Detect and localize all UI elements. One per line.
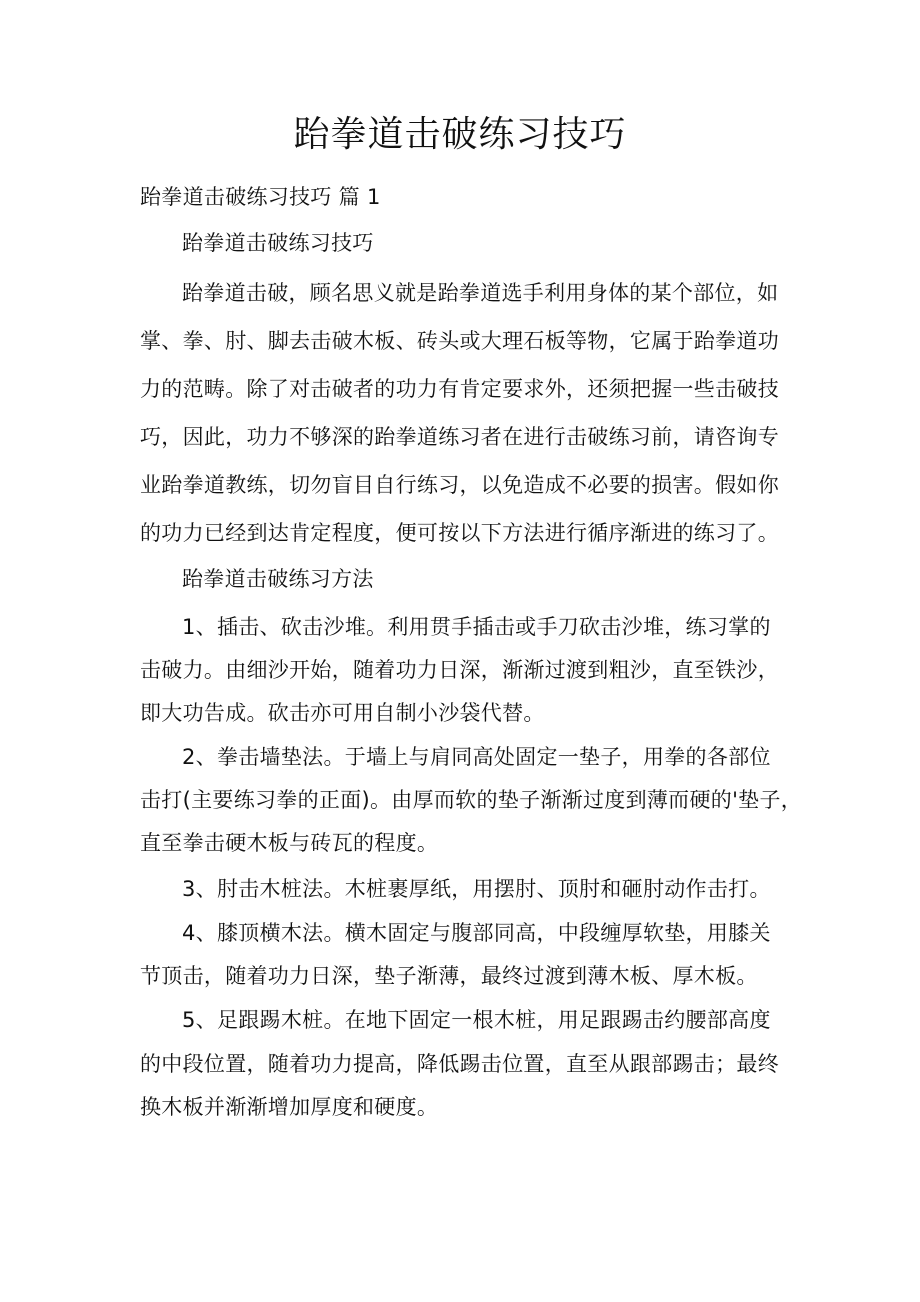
text-line: 直至拳击硬木板与砖瓦的程度。 <box>140 831 439 855</box>
section-heading-text: 跆拳道击破练习技巧 篇 1 <box>140 185 381 209</box>
methods-heading <box>140 557 800 601</box>
text-line: 5、足跟踢木桩。在地下固定一根木桩，用足跟踢击约腰部高度 <box>182 1008 771 1032</box>
method-5 <box>140 998 800 1129</box>
subheading <box>140 221 800 265</box>
method-2 <box>140 735 803 864</box>
text-line: 击破力。由细沙开始，随着功力日深，渐渐过渡到粗沙，直至铁沙， <box>140 658 779 682</box>
text-line: 2、拳击墙垫法。于墙上与肩同高处固定一垫子，用拳的各部位 <box>182 745 771 769</box>
text-line: 节顶击，随着功力日深，垫子渐薄，最终过渡到薄木板、厚木板。 <box>140 964 758 988</box>
method-1 <box>140 605 800 734</box>
section-heading <box>140 175 800 219</box>
text-line: 即大功告成。砍击亦可用自制小沙袋代替。 <box>140 701 545 725</box>
method-4 <box>140 911 800 997</box>
text-line: 的中段位置，随着功力提高，降低踢击位置，直至从跟部踢击；最终 <box>140 1051 779 1076</box>
text-line: 跆拳道击破，顾名思义就是跆拳道选手利用身体的某个部位，如 <box>182 281 779 305</box>
text-line: 力的范畴。除了对击破者的功力有肯定要求外，还须把握一些击破技 <box>140 377 779 401</box>
text-line: 击打(主要练习拳的正面)。由厚而软的垫子渐渐过度到薄而硬的'垫子， <box>140 788 803 812</box>
text-line: 4、膝顶横木法。横木固定与腹部同高，中段缠厚软垫，用膝关 <box>182 921 771 945</box>
intro-paragraph <box>140 271 800 559</box>
subheading-text: 跆拳道击破练习技巧 <box>182 231 374 255</box>
methods-heading-text: 跆拳道击破练习方法 <box>182 567 374 591</box>
text-line: 的功力已经到达肯定程度，便可按以下方法进行循序渐进的练习了。 <box>140 521 779 545</box>
text-line: 掌、拳、肘、脚去击破木板、砖头或大理石板等物，它属于跆拳道功 <box>140 329 779 353</box>
text-line: 1、插击、砍击沙堆。利用贯手插击或手刀砍击沙堆，练习掌的 <box>182 615 771 639</box>
method-3 <box>140 867 800 910</box>
text-line: 巧，因此，功力不够深的跆拳道练习者在进行击破练习前，请咨询专 <box>140 425 779 449</box>
text-line: 业跆拳道教练，切勿盲目自行练习，以免造成不必要的损害。假如你 <box>140 473 779 497</box>
text-line: 3、肘击木桩法。木桩裹厚纸，用摆肘、顶肘和砸肘动作击打。 <box>182 877 771 901</box>
text-line: 换木板并渐渐增加厚度和硬度。 <box>140 1095 439 1119</box>
document-title: 跆拳道击破练习技巧 <box>293 114 627 155</box>
